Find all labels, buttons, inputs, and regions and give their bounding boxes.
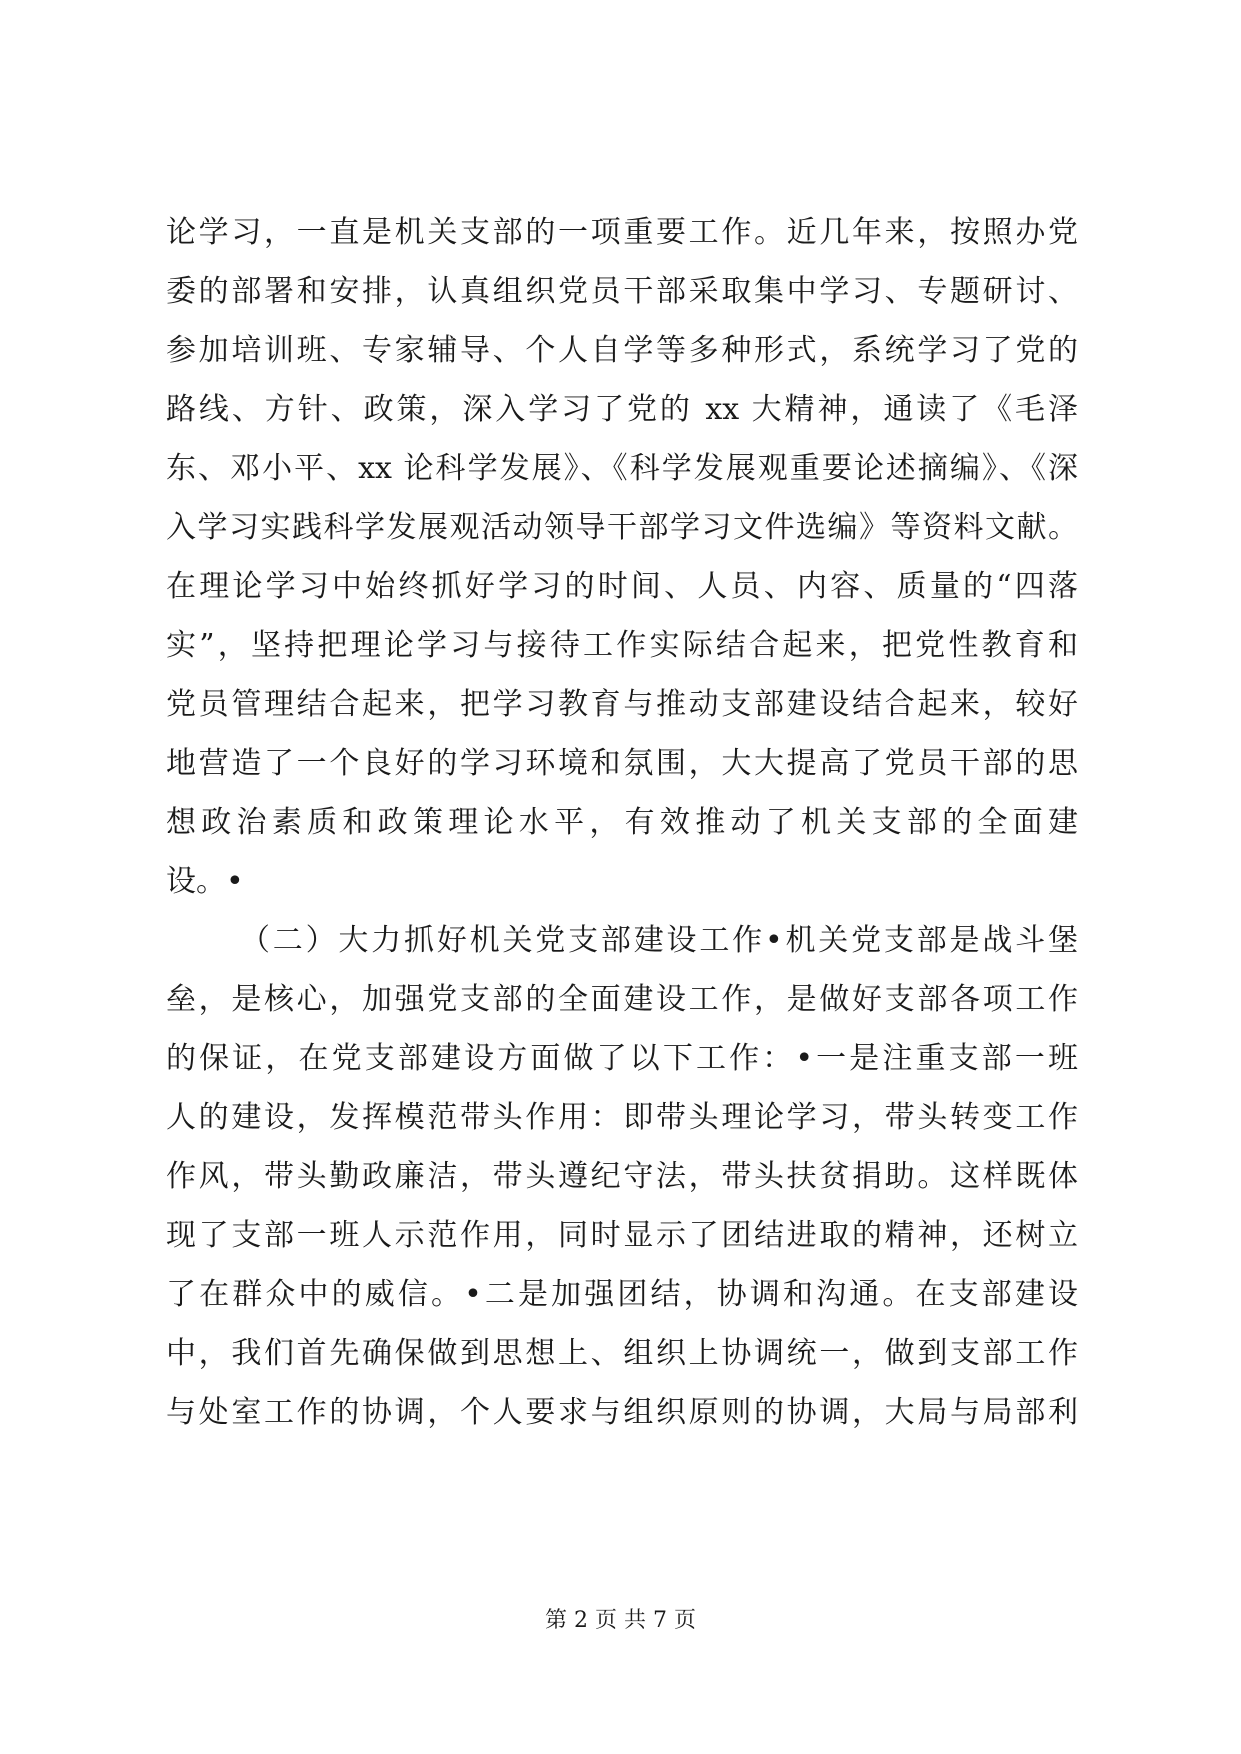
paragraph-line: 的保证，在党支部建设方面做了以下工作：•一是注重支部一班: [166, 1041, 1078, 1076]
paragraph-line: 现了支部一班人示范作用，同时显示了团结进取的精神，还树立: [166, 1218, 1078, 1253]
paragraph-line: 入学习实践科学发展观活动领导干部学习文件选编》等资料文献。: [166, 510, 1078, 545]
paragraph-line: 设。•: [166, 864, 244, 899]
paragraph-line: 参加培训班、专家辅导、个人自学等多种形式，系统学习了党的: [166, 333, 1078, 368]
paragraph-line: 想政治素质和政策理论水平，有效推动了机关支部的全面建: [166, 805, 1078, 840]
paragraph-line: 垒，是核心，加强党支部的全面建设工作，是做好支部各项工作: [166, 982, 1078, 1017]
paragraph-line: 路线、方针、政策，深入学习了党的 xx 大精神，通读了《毛泽: [166, 392, 1078, 427]
paragraph-line: 在理论学习中始终抓好学习的时间、人员、内容、质量的“四落: [166, 569, 1078, 604]
paragraph-line: 委的部署和安排，认真组织党员干部采取集中学习、专题研讨、: [166, 274, 1078, 309]
paragraph-line: 东、邓小平、xx 论科学发展》、《科学发展观重要论述摘编》、《深: [166, 451, 1078, 486]
section-heading-line: （二）大力抓好机关党支部建设工作•机关党支部是战斗堡: [240, 923, 1078, 958]
paragraph-line: 了在群众中的威信。•二是加强团结，协调和沟通。在支部建设: [166, 1277, 1078, 1312]
paragraph-line: 地营造了一个良好的学习环境和氛围，大大提高了党员干部的思: [166, 746, 1078, 781]
paragraph-line: 党员管理结合起来，把学习教育与推动支部建设结合起来，较好: [166, 687, 1078, 722]
paragraph-line: 人的建设，发挥模范带头作用：即带头理论学习，带头转变工作: [166, 1100, 1078, 1135]
paragraph-line: 作风，带头勤政廉洁，带头遵纪守法，带头扶贫捐助。这样既体: [166, 1159, 1078, 1194]
paragraph-line: 中，我们首先确保做到思想上、组织上协调统一，做到支部工作: [166, 1336, 1078, 1371]
paragraph-line: 论学习，一直是机关支部的一项重要工作。近几年来，按照办党: [166, 215, 1078, 250]
paragraph-line: 实”，坚持把理论学习与接待工作实际结合起来，把党性教育和: [166, 628, 1078, 663]
paragraph-line: 与处室工作的协调，个人要求与组织原则的协调，大局与局部利: [166, 1395, 1078, 1430]
page-number-footer: 第 2 页 共 7 页: [545, 1608, 696, 1633]
